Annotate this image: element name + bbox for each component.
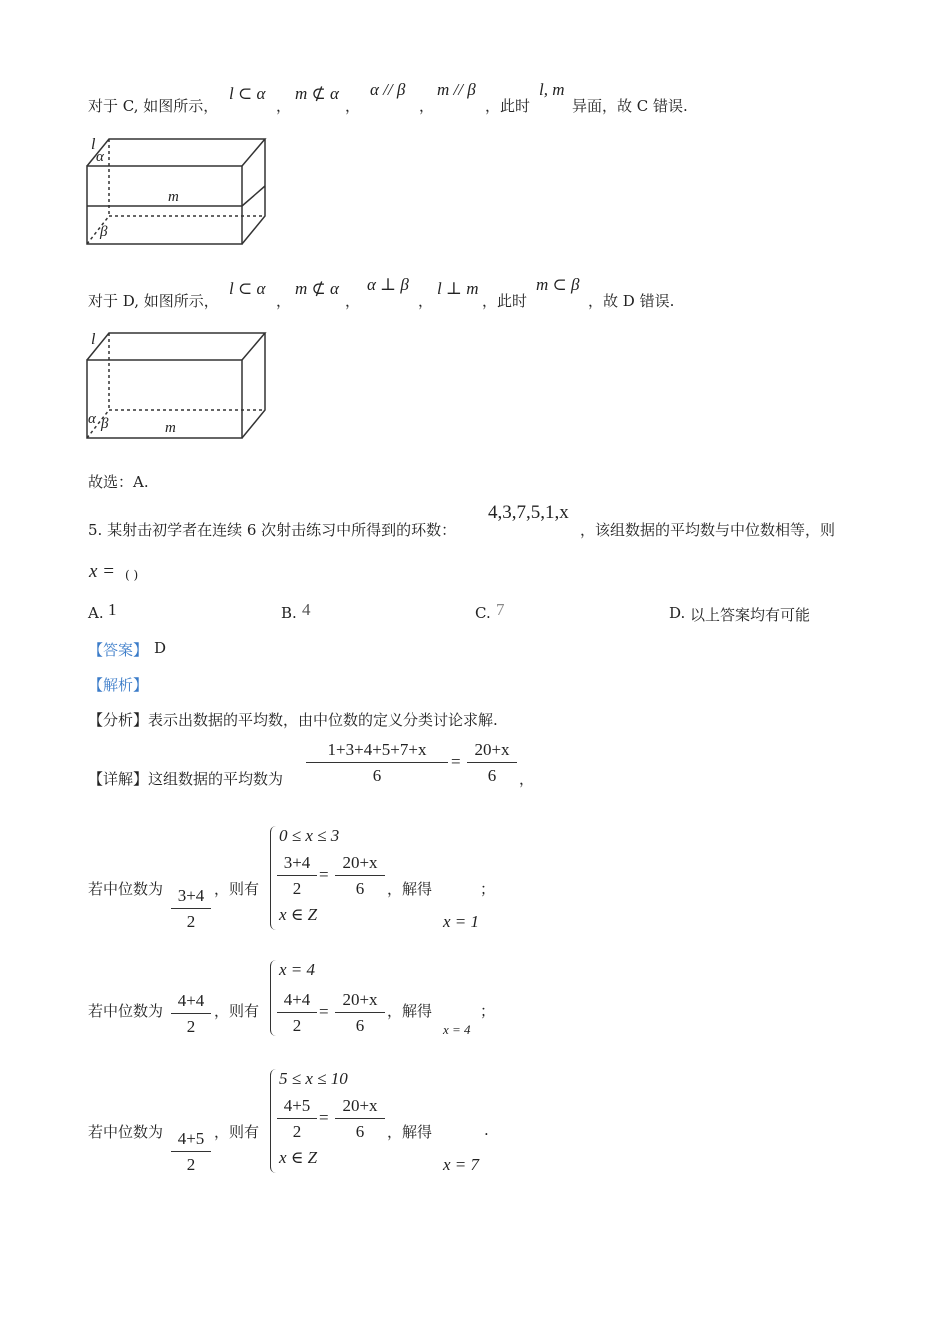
line-c-prefix: 对于 C, 如图所示， (88, 97, 219, 115)
case-result: x = 1 (443, 912, 480, 931)
system-brace (270, 826, 277, 930)
equation-rhs (335, 988, 385, 1039)
denominator: 2 (186, 1155, 196, 1174)
case-prefix: 若中位数为 (88, 1002, 164, 1020)
equals: = (451, 752, 461, 771)
comma: ， (276, 292, 292, 310)
condition-range: 0 ≤ x ≤ 3 (279, 826, 340, 845)
fig-d-label-l: l (91, 331, 96, 348)
answer-value: D (154, 639, 167, 657)
fraction-mean (306, 738, 448, 789)
system-brace (270, 960, 277, 1036)
analysis-text: 【分析】表示出数据的平均数，由中位数的定义分类讨论求解. (88, 711, 498, 729)
equals: = (319, 1002, 329, 1021)
line-d-suffix: ，故 D 错误. (588, 292, 675, 310)
denominator: 2 (292, 1016, 302, 1035)
denominator: 2 (186, 1017, 196, 1036)
q5-x-eq: x = (89, 561, 116, 582)
math-alpha-perp-beta: α ⊥ β (367, 275, 409, 294)
comma: ， (519, 770, 535, 788)
option-b-value: 4 (302, 600, 311, 619)
q5-paren: ( ) (125, 568, 139, 582)
fig-d-label-m: m (165, 420, 176, 436)
denominator: 6 (355, 1122, 365, 1141)
analysis-tag: 【解析】 (88, 676, 149, 694)
median-fraction (171, 1127, 211, 1178)
equals: = (319, 1108, 329, 1127)
numerator: 4+4 (277, 988, 317, 1013)
case-solve: ，解得 (387, 1123, 433, 1141)
equation-lhs (277, 851, 317, 902)
system-brace (270, 1069, 277, 1173)
equation-lhs (277, 988, 317, 1039)
q5-stem2: ，该组数据的平均数与中位数相等，则 (580, 521, 836, 539)
math-alpha-parallel-beta: α // β (370, 80, 406, 99)
case-end: . (484, 1121, 489, 1139)
option-c-value: 7 (496, 600, 505, 619)
numerator: 20+x (467, 738, 517, 763)
fig-d-label-beta: β (101, 416, 109, 432)
math-m-sub-beta: m ⊂ β (536, 275, 580, 294)
case-prefix: 若中位数为 (88, 1123, 164, 1141)
math-l-perp-m: l ⊥ m (437, 279, 479, 298)
denominator: 6 (372, 766, 382, 785)
denominator: 2 (292, 1122, 302, 1141)
math-l-sub-alpha: l ⊂ α (229, 279, 266, 298)
numerator: 4+5 (171, 1127, 211, 1152)
option-d-label: D. (669, 604, 686, 622)
numerator: 4+4 (171, 989, 211, 1014)
numerator: 20+x (335, 851, 385, 876)
q5-stem: 5. 某射击初学者在连续 6 次射击练习中所得到的环数： (88, 521, 457, 539)
detail-prefix: 【详解】这组数据的平均数为 (88, 770, 284, 788)
fig-d-label-alpha: α (88, 411, 96, 427)
option-d-value: 以上答案均有可能 (690, 606, 811, 624)
option-a-value: 1 (108, 600, 117, 619)
case-then: ，则有 (214, 880, 260, 898)
denominator: 2 (292, 879, 302, 898)
denominator: 6 (355, 1016, 365, 1035)
median-fraction (171, 989, 211, 1040)
median-fraction (171, 884, 211, 935)
answer-tag: 【答案】 (88, 641, 149, 659)
fraction-mean-simplified (467, 738, 517, 789)
equals: = (319, 865, 329, 884)
line-c-suffix: 异面，故 C 错误. (572, 97, 688, 115)
condition-range: 5 ≤ x ≤ 10 (279, 1069, 348, 1088)
case-solve: ，解得 (387, 880, 433, 898)
comma: ， (345, 97, 361, 115)
fig-c-label-alpha: α (96, 149, 104, 165)
equation-rhs (335, 1094, 385, 1145)
condition-integer: x ∈ Z (279, 1148, 318, 1167)
comma: ， (345, 292, 361, 310)
math-m-notsub-alpha: m ⊄ α (295, 84, 339, 103)
choose-line: 故选：A. (88, 473, 149, 491)
numerator: 3+4 (171, 884, 211, 909)
case-end: ； (480, 880, 496, 898)
numerator: 1+3+4+5+7+x (306, 738, 448, 763)
denominator: 6 (355, 879, 365, 898)
numerator: 20+x (335, 988, 385, 1013)
math-m-parallel-beta: m // β (437, 80, 476, 99)
line-d-prefix: 对于 D, 如图所示， (88, 292, 219, 310)
denominator: 6 (487, 766, 497, 785)
equation-lhs (277, 1094, 317, 1145)
text-cishi: ，此时 (485, 97, 531, 115)
case-end: ； (480, 1002, 496, 1020)
denominator: 2 (186, 912, 196, 931)
fig-c-label-beta: β (100, 224, 108, 240)
comma: ， (418, 292, 434, 310)
case-then: ，则有 (214, 1002, 260, 1020)
q5-data: 4,3,7,5,1,x (488, 502, 569, 523)
case-prefix: 若中位数为 (88, 880, 164, 898)
equation-rhs (335, 851, 385, 902)
figure-d-prism (82, 328, 272, 444)
fig-c-label-l: l (91, 136, 96, 153)
math-l-sub-alpha: l ⊂ α (229, 84, 266, 103)
option-c-label: C. (475, 604, 491, 622)
text-cishi: ，此时 (482, 292, 528, 310)
comma: ， (276, 97, 292, 115)
case-then: ，则有 (214, 1123, 260, 1141)
case-solve: ，解得 (387, 1002, 433, 1020)
fig-c-label-m: m (168, 189, 179, 205)
option-b-label: B. (281, 604, 297, 622)
case-result: x = 4 (443, 1022, 471, 1037)
numerator: 4+5 (277, 1094, 317, 1119)
case-result: x = 7 (443, 1155, 480, 1174)
numerator: 3+4 (277, 851, 317, 876)
condition-integer: x ∈ Z (279, 905, 318, 924)
option-a-label: A. (88, 604, 104, 622)
condition-value: x = 4 (279, 960, 316, 979)
math-l-m: l, m (539, 80, 565, 99)
comma: ， (419, 97, 435, 115)
math-m-notsub-alpha: m ⊄ α (295, 279, 339, 298)
numerator: 20+x (335, 1094, 385, 1119)
